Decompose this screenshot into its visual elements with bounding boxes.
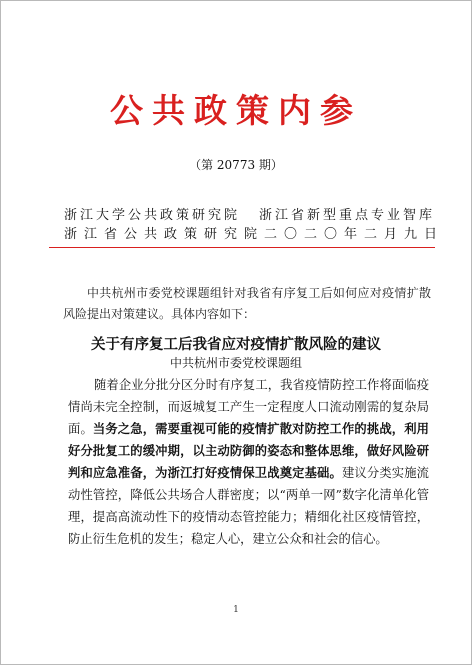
intro-paragraph: 中共杭州市委党校课题组针对我省有序复工后如何应对疫情扩散风险提出对策建议。具体内容如下：: [63, 286, 431, 321]
issuer-row-1: [64, 204, 435, 223]
article-author: 中共杭州市委党校课题组: [169, 356, 302, 370]
think-tank-label: 浙江省新型重点专业智库: [258, 208, 435, 223]
body-text-bold: 当务之急，需要重视可能的疫情扩散对防控工作的挑战，利用好分批复工的缓冲期，以主动防御的姿态和整体思维，做好风险研判和应急准备，为浙江打好疫情保卫战奠定基础。: [68, 421, 429, 480]
article-title: 关于有序复工后我省应对疫情扩散风险的建议: [91, 337, 381, 353]
page-number: 1: [233, 605, 239, 615]
issuer-org-2: 浙江省公共政策研究院: [64, 227, 265, 242]
issuer-org-1: 浙江大学公共政策研究院: [64, 208, 241, 223]
issue-number: （第 20773 期）: [189, 158, 283, 172]
body-text-normal: 随着企业分批分区分时有序复工，我省疫情防控工作将面临疫情尚未完全控制，而返城复工产生一定程度人口流动刚需的复杂局面。: [68, 378, 429, 436]
red-divider: [49, 247, 435, 248]
masthead-title: 公共政策内参: [110, 91, 362, 130]
issuer-row-2: [64, 223, 445, 242]
article-body-paragraph: [68, 374, 429, 550]
issue-date: 二〇二〇年二月九日: [264, 227, 445, 242]
body-text-tail: 建议分类实施流动性管控，降低公共场合人群密度；以“两单一网”数字化清单化管理，提高高流动性下的疫情动态管控能力；精细化社区疫情管控，防止衍生危机的发生；稳定人心，建立公众和社会的信心。: [68, 466, 429, 546]
